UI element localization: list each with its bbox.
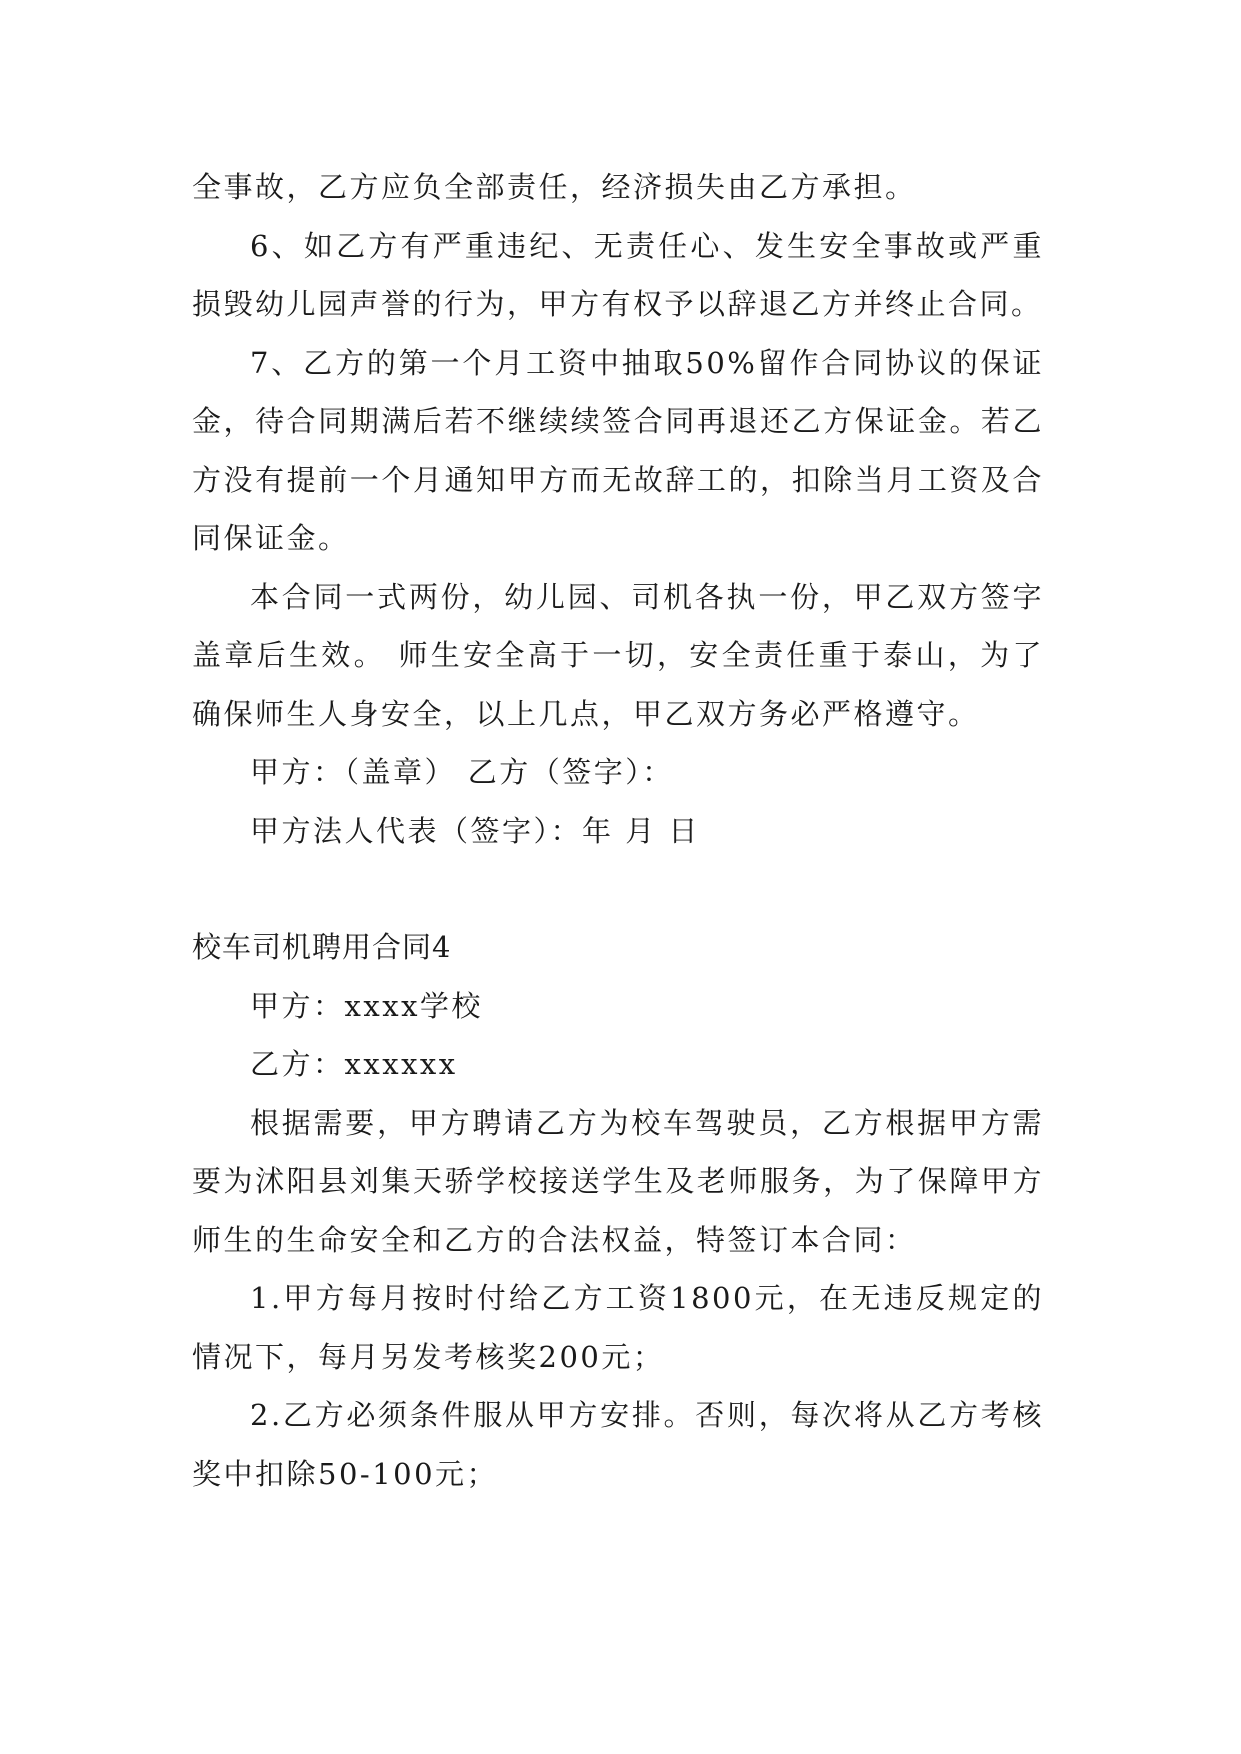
document-body (192, 158, 1044, 1503)
contract-title: 校车司机聘用合同4 (192, 930, 452, 964)
contract-copies-paragraph: 本合同一式两份，幼儿园、司机各执一份，甲乙双方签字盖章后生效。 师生安全高于一切，安全责任重于泰山，为了确保师生人身安全，以上几点，甲乙双方务必严格遵守。 (192, 579, 1044, 731)
signature-line-legal-rep: 甲方法人代表（签字）：年 月 日 (250, 813, 700, 848)
clause-7: 7、乙方的第一个月工资中抽取50%留作合同协议的保证金，待合同期满后若不继续续签合同再退还乙方保证金。若乙方没有提前一个月通知甲方而无故辞工的，扣除当月工资及合同保证金。 (192, 345, 1044, 555)
party-b-line: 乙方：xxxxxx (250, 1047, 458, 1081)
section-gap (192, 860, 1044, 918)
clause-6: 6、如乙方有严重违纪、无责任心、发生安全事故或严重损毁幼儿园声誉的行为，甲方有权予以辞退乙方并终止合同。 (192, 228, 1044, 321)
contract-intro-paragraph: 根据需要，甲方聘请乙方为校车驾驶员，乙方根据甲方需要为沭阳县刘集天骄学校接送学生及老师服务，为了保障甲方师生的生命安全和乙方的合法权益，特签订本合同： (192, 1105, 1044, 1257)
clause-2: 2.乙方必须条件服从甲方安排。否则，每次将从乙方考核奖中扣除50-100元； (192, 1398, 1044, 1491)
clause-1: 1.甲方每月按时付给乙方工资1800元，在无违反规定的情况下，每月另发考核奖200元； (192, 1281, 1044, 1374)
signature-line-parties: 甲方：（盖章） 乙方（签字）： (250, 755, 674, 789)
paragraph-continuation: 全事故，乙方应负全部责任，经济损失由乙方承担。 (192, 170, 917, 204)
party-a-line: 甲方：xxxx学校 (250, 988, 483, 1023)
